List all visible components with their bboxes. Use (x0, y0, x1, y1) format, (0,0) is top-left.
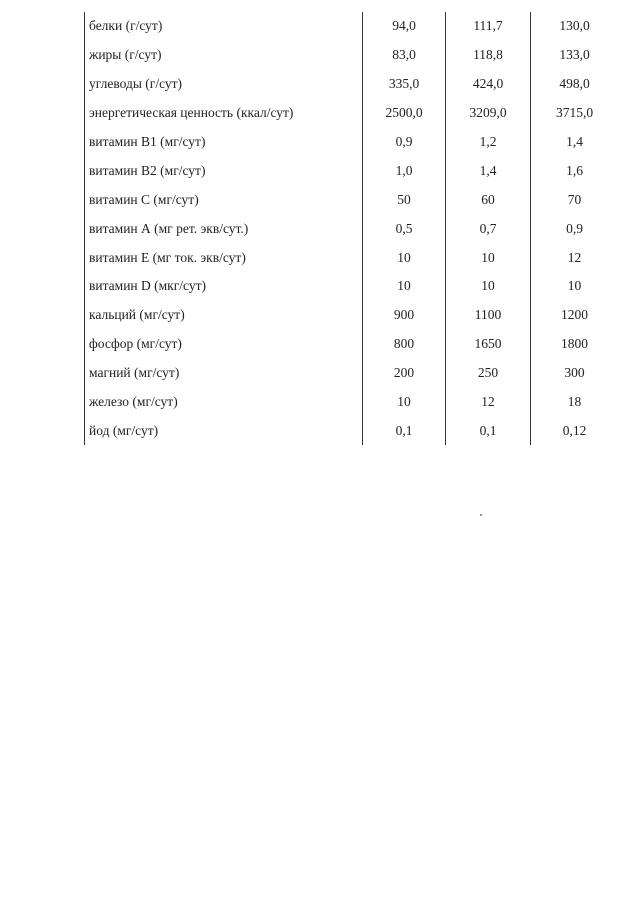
nutrient-value-col1: 800 (363, 330, 446, 359)
table-row (85, 185, 619, 214)
nutrient-value-col3: 1800 (531, 330, 619, 359)
table-row (85, 243, 619, 272)
nutrient-name: йод (мг/сут) (85, 416, 363, 445)
nutrient-name: витамин В1 (мг/сут) (85, 128, 363, 157)
nutrient-value-col1: 0,1 (363, 416, 446, 445)
nutrient-value-col3: 130,0 (531, 12, 619, 41)
nutrient-name: энергетическая ценность (ккал/сут) (85, 99, 363, 128)
nutrient-value-col2: 3209,0 (446, 99, 531, 128)
nutrient-value-col2: 1100 (446, 301, 531, 330)
nutrient-value-col1: 83,0 (363, 41, 446, 70)
table-row (85, 214, 619, 243)
nutrient-value-col1: 200 (363, 359, 446, 388)
nutrient-name: жиры (г/сут) (85, 41, 363, 70)
table-row (85, 41, 619, 70)
nutrient-name: витамин В2 (мг/сут) (85, 156, 363, 185)
nutrient-value-col2: 60 (446, 185, 531, 214)
table-row (85, 388, 619, 417)
nutrient-value-col3: 18 (531, 388, 619, 417)
table-row (85, 128, 619, 157)
nutrient-value-col3: 3715,0 (531, 99, 619, 128)
table-row (85, 272, 619, 301)
table-row (85, 301, 619, 330)
scan-speck (480, 514, 482, 516)
nutrient-value-col1: 1,0 (363, 156, 446, 185)
nutrient-value-col1: 10 (363, 243, 446, 272)
nutrient-value-col2: 12 (446, 388, 531, 417)
nutrient-value-col3: 300 (531, 359, 619, 388)
nutrient-value-col3: 498,0 (531, 70, 619, 99)
nutrient-value-col3: 0,9 (531, 214, 619, 243)
table-row (85, 12, 619, 41)
nutrient-norms-table (84, 12, 618, 445)
nutrient-value-col2: 0,1 (446, 416, 531, 445)
nutrient-value-col2: 118,8 (446, 41, 531, 70)
nutrient-value-col2: 10 (446, 243, 531, 272)
nutrient-name: витамин Е (мг ток. экв/сут) (85, 243, 363, 272)
nutrient-value-col1: 900 (363, 301, 446, 330)
nutrient-name: магний (мг/сут) (85, 359, 363, 388)
nutrient-value-col2: 111,7 (446, 12, 531, 41)
nutrient-value-col3: 133,0 (531, 41, 619, 70)
nutrient-value-col1: 0,9 (363, 128, 446, 157)
nutrient-value-col3: 70 (531, 185, 619, 214)
nutrient-name: фосфор (мг/сут) (85, 330, 363, 359)
nutrient-value-col2: 1650 (446, 330, 531, 359)
nutrient-value-col3: 10 (531, 272, 619, 301)
nutrient-value-col3: 1,6 (531, 156, 619, 185)
table-row (85, 359, 619, 388)
table-row (85, 330, 619, 359)
nutrient-value-col2: 424,0 (446, 70, 531, 99)
table-row (85, 99, 619, 128)
nutrient-value-col3: 12 (531, 243, 619, 272)
nutrient-value-col1: 94,0 (363, 12, 446, 41)
nutrient-value-col1: 10 (363, 388, 446, 417)
nutrient-name: витамин А (мг рет. экв/сут.) (85, 214, 363, 243)
nutrient-name: железо (мг/сут) (85, 388, 363, 417)
nutrient-value-col1: 0,5 (363, 214, 446, 243)
nutrient-value-col2: 1,2 (446, 128, 531, 157)
nutrient-value-col3: 1,4 (531, 128, 619, 157)
nutrient-name: углеводы (г/сут) (85, 70, 363, 99)
nutrient-value-col2: 10 (446, 272, 531, 301)
nutrient-table-body (85, 12, 619, 445)
nutrient-name: кальций (мг/сут) (85, 301, 363, 330)
nutrient-name: белки (г/сут) (85, 12, 363, 41)
table-row (85, 416, 619, 445)
nutrient-value-col2: 0,7 (446, 214, 531, 243)
nutrient-value-col1: 2500,0 (363, 99, 446, 128)
nutrient-value-col3: 0,12 (531, 416, 619, 445)
nutrient-value-col1: 10 (363, 272, 446, 301)
nutrient-name: витамин С (мг/сут) (85, 185, 363, 214)
nutrient-value-col1: 335,0 (363, 70, 446, 99)
nutrient-value-col2: 250 (446, 359, 531, 388)
nutrient-name: витамин D (мкг/сут) (85, 272, 363, 301)
table-row (85, 70, 619, 99)
nutrient-value-col1: 50 (363, 185, 446, 214)
nutrient-value-col2: 1,4 (446, 156, 531, 185)
nutrient-value-col3: 1200 (531, 301, 619, 330)
table-row (85, 156, 619, 185)
